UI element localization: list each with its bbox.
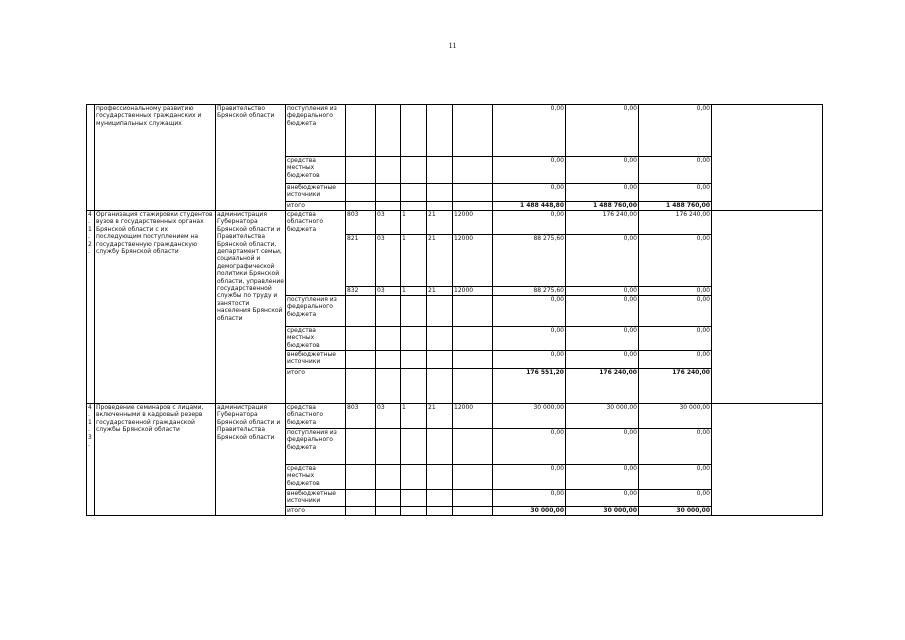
value-year3: 0,00 (639, 235, 712, 287)
value-year3: 0,00 (639, 429, 712, 465)
code-cell: 12000 (453, 404, 493, 429)
code-cell (453, 105, 493, 157)
rz-cell: 03 (376, 211, 401, 235)
row-number-cell: 4.1.2. (87, 211, 95, 404)
value-year3: 30 000,00 (639, 404, 712, 429)
total-year2: 176 240,00 (566, 369, 639, 404)
code-cell: 1 (401, 211, 427, 235)
code-cell: 1 (401, 235, 427, 287)
value-year2: 30 000,00 (566, 404, 639, 429)
value-year2: 0,00 (566, 184, 639, 202)
code-cell: 21 (427, 211, 453, 235)
value-year2: 0,00 (566, 490, 639, 507)
value-year2: 0,00 (566, 105, 639, 157)
value-year1: 88 275,60 (493, 235, 566, 287)
value-year1: 0,00 (493, 211, 566, 235)
code-cell: 21 (427, 404, 453, 429)
total-year2: 1 488 760,00 (566, 202, 639, 211)
source-extra: внебюджетные источники (286, 490, 346, 507)
total-year3: 30 000,00 (639, 507, 712, 516)
value-year2: 0,00 (566, 235, 639, 287)
source-federal: поступления из федерального бюджета (286, 429, 346, 465)
value-year3: 0,00 (639, 465, 712, 490)
value-year3: 0,00 (639, 287, 712, 296)
value-year1: 0,00 (493, 327, 566, 351)
source-total: итого (286, 202, 346, 211)
row-number-cell (87, 105, 95, 211)
value-year3: 0,00 (639, 157, 712, 184)
value-year3: 176 240,00 (639, 211, 712, 235)
budget-table (86, 104, 823, 516)
source-regional: средства областного бюджета (286, 211, 346, 296)
total-year3: 1 488 760,00 (639, 202, 712, 211)
page-number: 11 (448, 41, 457, 50)
value-year1: 0,00 (493, 429, 566, 465)
source-total: итого (286, 369, 346, 404)
executor-cell: администрация Губернатора Брянской области и Правительства Брянской области (216, 404, 286, 516)
value-year3: 0,00 (639, 351, 712, 369)
value-year2: 0,00 (566, 429, 639, 465)
value-year1: 0,00 (493, 351, 566, 369)
total-year3: 176 240,00 (639, 369, 712, 404)
value-year1: 0,00 (493, 490, 566, 507)
total-year1: 1 488 448,80 (493, 202, 566, 211)
measure-name-cell: Проведение семинаров с лицами, включенными в кадровый резерв государственной гражданской службы Брянской области (95, 404, 216, 516)
value-year1: 0,00 (493, 184, 566, 202)
result-cell (712, 211, 823, 404)
source-extra: внебюджетные источники (286, 184, 346, 202)
total-year1: 30 000,00 (493, 507, 566, 516)
result-cell (712, 404, 823, 516)
row-number-cell: 4.1.3. (87, 404, 95, 516)
value-year3: 0,00 (639, 105, 712, 157)
code-cell: 21 (427, 235, 453, 287)
total-year1: 176 551,20 (493, 369, 566, 404)
source-local: средства местных бюджетов (286, 327, 346, 351)
rz-cell (376, 105, 401, 157)
code-cell: 21 (427, 287, 453, 296)
grbs-cell: 832 (346, 287, 376, 296)
source-local: средства местных бюджетов (286, 157, 346, 184)
rz-cell: 03 (376, 235, 401, 287)
value-year1: 0,00 (493, 296, 566, 327)
value-year2: 0,00 (566, 351, 639, 369)
code-cell: 12000 (453, 287, 493, 296)
value-year1: 0,00 (493, 105, 566, 157)
code-cell: 12000 (453, 211, 493, 235)
result-cell (712, 105, 823, 211)
value-year1: 0,00 (493, 157, 566, 184)
code-cell: 1 (401, 404, 427, 429)
code-cell (427, 105, 453, 157)
value-year2: 0,00 (566, 296, 639, 327)
executor-cell: Правительство Брянской области (216, 105, 286, 211)
measure-name-cell: Организация стажировки студентов вузов в государственных органах Брянской области с их последующим поступлением на государственную гражданскую службу Брянской области (95, 211, 216, 404)
code-cell (401, 105, 427, 157)
source-total: итого (286, 507, 346, 516)
grbs-cell (346, 105, 376, 157)
measure-name-cell: профессиональному развитию государственных гражданских и муниципальных служащих (95, 105, 216, 211)
source-extra: внебюджетные источники (286, 351, 346, 369)
executor-cell: администрация Губернатора Брянской области и Правительства Брянской области, департамент семьи, социальной и демографической политики Брянской области, управление государственной службы по труду и занятости населения Брянской области (216, 211, 286, 404)
value-year2: 0,00 (566, 287, 639, 296)
source-local: средства местных бюджетов (286, 465, 346, 490)
value-year2: 0,00 (566, 327, 639, 351)
value-year2: 0,00 (566, 157, 639, 184)
grbs-cell: 821 (346, 235, 376, 287)
grbs-cell: 803 (346, 404, 376, 429)
code-cell: 12000 (453, 235, 493, 287)
value-year1: 30 000,00 (493, 404, 566, 429)
value-year3: 0,00 (639, 490, 712, 507)
value-year1: 88 275,60 (493, 287, 566, 296)
value-year3: 0,00 (639, 296, 712, 327)
code-cell: 1 (401, 287, 427, 296)
value-year1: 0,00 (493, 465, 566, 490)
rz-cell: 03 (376, 287, 401, 296)
total-year2: 30 000,00 (566, 507, 639, 516)
source-regional: средства областного бюджета (286, 404, 346, 429)
source-federal: поступления из федерального бюджета (286, 296, 346, 327)
value-year3: 0,00 (639, 327, 712, 351)
source-federal: поступления из федерального бюджета (286, 105, 346, 157)
rz-cell: 03 (376, 404, 401, 429)
value-year2: 0,00 (566, 465, 639, 490)
value-year2: 176 240,00 (566, 211, 639, 235)
grbs-cell: 803 (346, 211, 376, 235)
value-year3: 0,00 (639, 184, 712, 202)
